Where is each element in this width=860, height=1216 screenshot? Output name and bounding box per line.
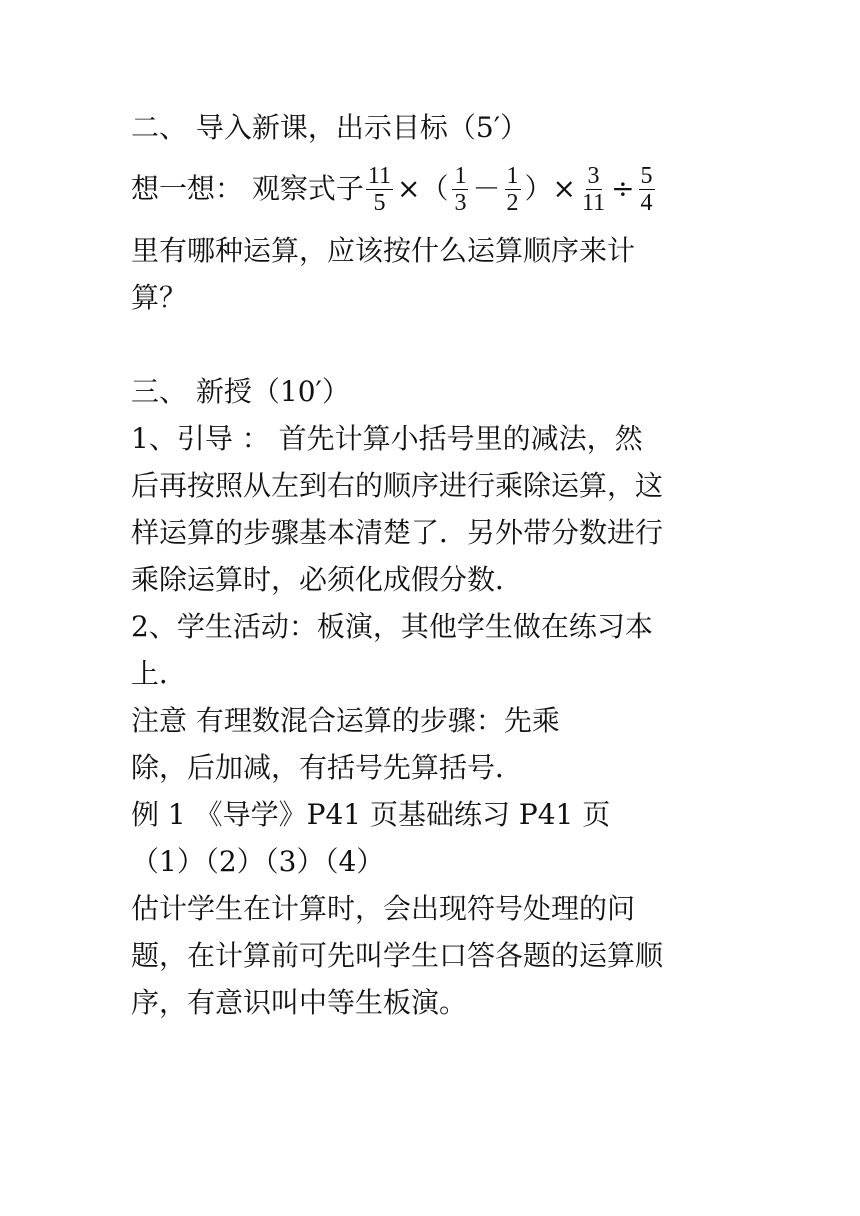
fraction-5-4: $\frac{5}{4}$ [640,162,653,216]
times-open-paren: ×（ [397,172,449,205]
think-formula-line [131,151,731,227]
body-line: 除，后加减，有括号先算括号． [131,751,524,784]
body-line: 2、学生活动：板演，其他学生做在练习本 [131,610,653,643]
blank-line [131,321,731,368]
example-items-line: （1）（2）（3）（4） [131,845,385,878]
body-line: 样运算的步骤基本清楚了．另外带分数进行 [131,516,664,549]
divide-sign: ÷ [611,172,635,205]
body-line: 乘除运算时，必须化成假分数． [131,563,524,596]
example-line: 例 1 《导学》P41 页基础练习 P41 页 [131,798,611,831]
body-line: 题，在计算前可先叫学生口答各题的运算顺 [131,939,664,972]
section-2-heading: 二、 导入新课，出示目标（5′） [131,111,529,144]
section-3-heading: 三、 新授（10′） [131,375,350,408]
close-paren-times: ）× [524,172,576,205]
fraction-1-3: $\frac{1}{3}$ [454,162,467,216]
think-question-line-2: 里有哪种运算，应该按什么运算顺序来计 [131,234,636,267]
fraction-11-5: $\frac{11}{5}$ [367,162,392,216]
think-question-line-3: 算？ [131,281,188,314]
fraction-1-2: $\frac{1}{2}$ [506,162,519,216]
body-line: 上． [131,657,188,690]
body-line: 后再按照从左到右的顺序进行乘除运算，这 [131,469,664,502]
think-label: 想一想： 观察式子 [131,172,364,205]
document-body [131,104,731,1026]
body-line: 估计学生在计算时，会出现符号处理的问 [131,892,636,925]
body-line: 1、引导 ： 首先计算小括号里的减法，然 [131,422,643,455]
fraction-3-11: $\frac{3}{11}$ [581,162,606,216]
minus-sign: － [472,172,501,205]
body-line: 注意 有理数混合运算的步骤：先乘 [131,704,560,737]
body-line: 序，有意识叫中等生板演。 [131,986,468,1019]
